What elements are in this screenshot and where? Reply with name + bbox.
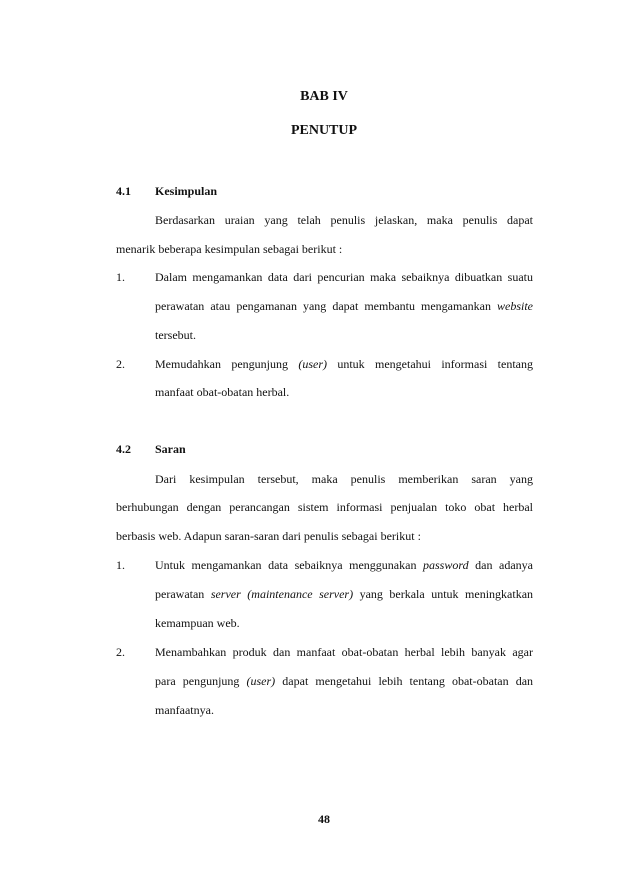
list-number: 1. — [116, 270, 125, 284]
list-item-line: Dalam mengamankan data dari pencurian maka sebaiknya dibuatkan suatu — [155, 270, 533, 284]
page-number: 48 — [318, 812, 330, 826]
chapter-title: PENUTUP — [290, 123, 358, 138]
text-span: perawatan atau pengamanan yang dapat membantu mengamankan — [155, 299, 491, 313]
list-number: 2. — [116, 357, 125, 371]
italic-term: password — [423, 558, 469, 572]
list-number: 2. — [116, 645, 125, 659]
text-span: untuk mengetahui informasi tentang — [337, 357, 533, 371]
section-number: 4.1 — [116, 184, 131, 198]
paragraph-line: menarik beberapa kesimpulan sebagai berikut : — [116, 242, 343, 256]
italic-term: (user) — [246, 674, 276, 688]
list-item-line: kemampuan web. — [155, 616, 240, 630]
paragraph-line: berhubungan dengan perancangan sistem informasi penjualan toko obat herbal — [116, 500, 533, 514]
list-item-line: Menambahkan produk dan manfaat obat-obatan herbal lebih banyak agar — [155, 645, 533, 659]
list-number: 1. — [116, 558, 125, 572]
list-item-line — [155, 299, 533, 313]
paragraph-line: Berdasarkan uraian yang telah penulis jelaskan, maka penulis dapat — [155, 213, 533, 227]
chapter-heading: BAB IV — [300, 89, 348, 104]
list-item-line: tersebut. — [155, 328, 196, 342]
list-item-line — [155, 357, 533, 371]
text-span: yang berkala untuk meningkatkan — [359, 587, 534, 601]
text-span: para pengunjung — [155, 674, 240, 688]
text-span: Untuk mengamankan data sebaiknya menggunakan — [155, 558, 417, 572]
paragraph-line: Dari kesimpulan tersebut, maka penulis memberikan saran yang — [155, 472, 533, 486]
list-item-line: manfaatnya. — [155, 703, 214, 717]
text-span: Memudahkan pengunjung — [155, 357, 288, 371]
section-title: Saran — [155, 442, 186, 456]
section-title: Kesimpulan — [155, 184, 218, 198]
paragraph-line: berbasis web. Adapun saran-saran dari penulis sebagai berikut : — [116, 529, 421, 543]
section-number: 4.2 — [116, 442, 131, 456]
italic-term: (user) — [298, 357, 327, 371]
text-span: dan adanya — [475, 558, 534, 572]
italic-term: website — [497, 299, 534, 313]
italic-term: server (maintenance server) — [210, 587, 354, 601]
list-item-line: manfaat obat-obatan herbal. — [155, 385, 290, 399]
text-span: dapat mengetahui lebih tentang obat-obatan dan — [282, 674, 534, 688]
list-item-line — [155, 674, 533, 688]
text-span: perawatan — [155, 587, 205, 601]
list-item-line — [155, 558, 533, 572]
list-item-line — [155, 587, 533, 601]
